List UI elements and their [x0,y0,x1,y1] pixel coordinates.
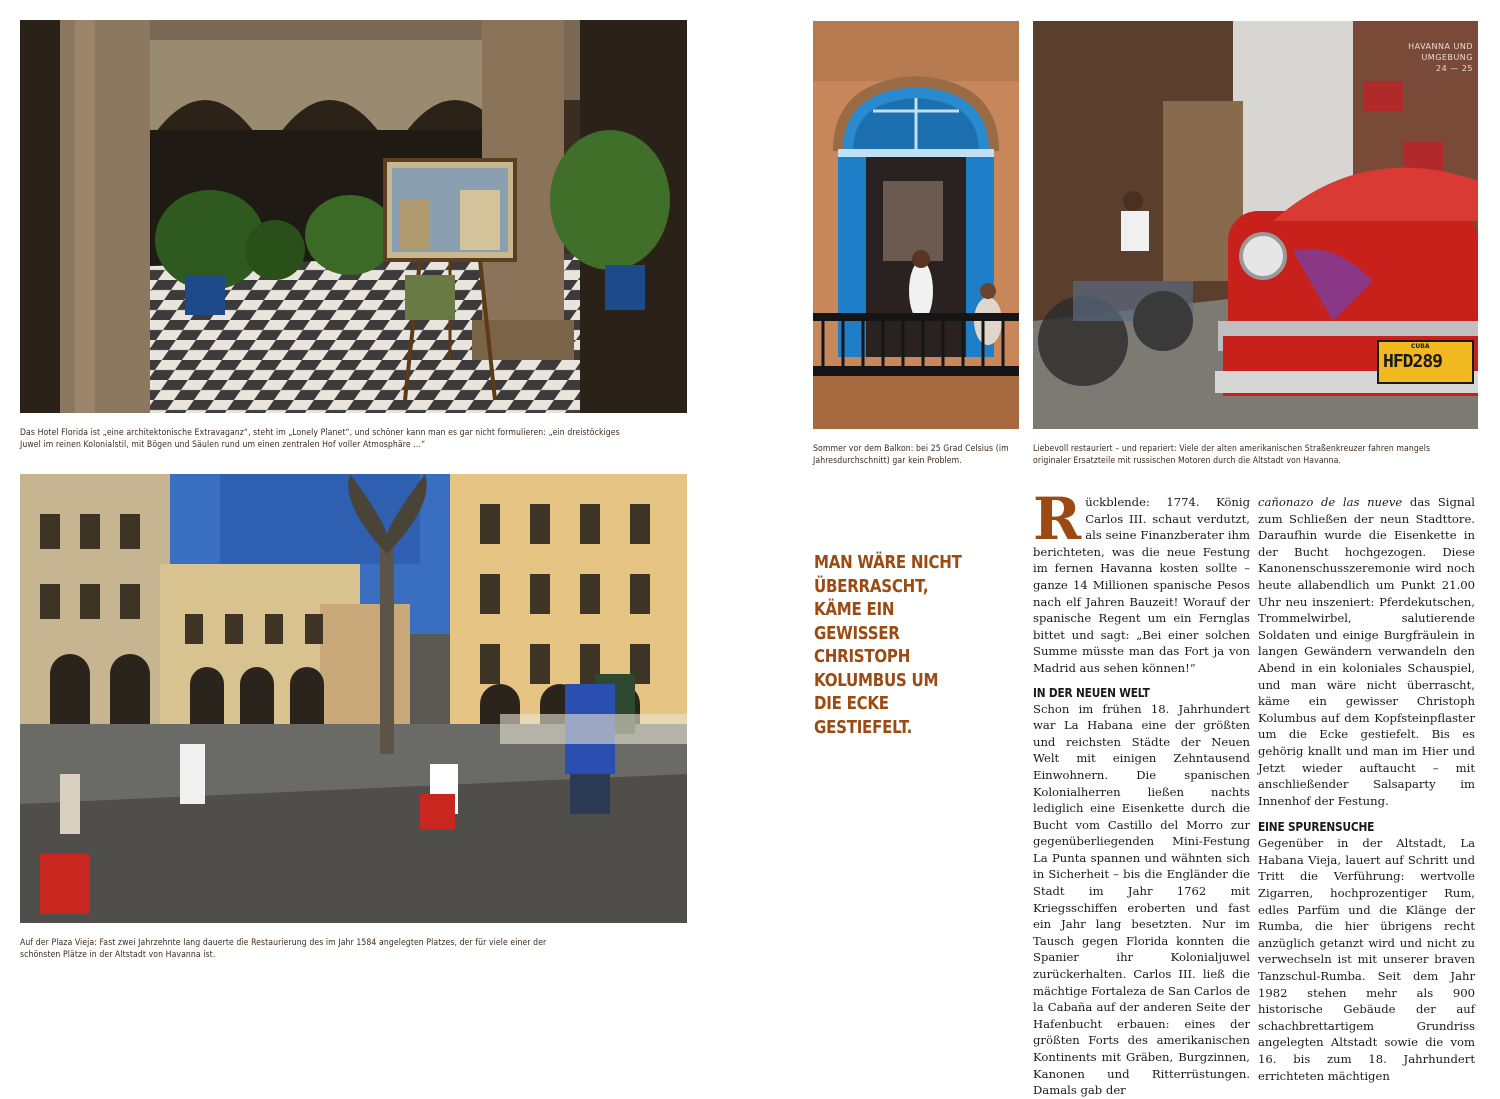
article-column-2 [1258,494,1475,1084]
paragraph-intro [1033,485,1250,677]
intro-text: ückblende: 1774. König Carlos III. schaut verdutzt, als seine Finanzberater ihm berichteten, was die neue Festung im fernen Havanna kosten sollte – ganze 14 Millionen spanische Pesos nach elf Jahren Bauzeit! Worauf der spanische Regent um ein Fernglas bittet und sagt: „Bei einer solchen Summe müsste man das Fort ja von Madrid aus sehen können!“ [1033,495,1250,675]
photo-balcony [813,21,1019,429]
page-numbers: 24 — 25 [1436,64,1473,73]
drop-cap: R [1033,485,1082,553]
continued-text: das Signal zum Schließen der neun Stadttore. Daraufhin wurde die Eisenkette in der Bucht hochgezogen. Diese Kanonenschusszeremonie wird noch heute allabendlich um Punkt 21.00 Uhr neu inszeniert: Pferdekutschen, Trommelwirbel, salutierende Soldaten und einige Burgfräulein in langen Gewändern verwandeln den Abend in ein koloniales Schauspiel, und man wäre nicht überrascht, käme ein gewisser Christoph Kolumbus auf dem Kopfsteinpflaster um die Ecke gestiefelt. Bis es gehörig knallt und man im Hier und Jetzt wieder auftaucht – mit anschließender Salsaparty im Innenhof der Festung. [1258,495,1475,808]
paragraph-neue-welt: Schon im frühen 18. Jahrhundert war La Habana eine der größten und reichsten Städte der Neuen Welt mit einigen Zehntausend Einwohnern. Die spanischen Kolonialherren ließen nachts lediglich eine Eisenkette durch die Bucht vom Castillo del Morro zur gegenüberliegenden Mini-Festung La Punta spannen und wähnten sich in Sicherheit – bis die Engländer die Stadt im Jahr 1762 mit Kriegsschiffen eroberten und fast ein Jahr lang besetzten. Nur im Tausch gegen Florida konnten die Spanier ihr Kolonialjuwel zurückerhalten. Carlos III. ließ die mächtige Fortaleza de San Carlos de la Cabaña auf der anderen Seite der Hafenbucht erbauen: eines der größten Forts des amerikanischen Kontinents mit Gräben, Burgzinnen, Kanonen und Ritterrüstungen. Damals gab der [1033,701,1250,1098]
subhead-spurensuche: EINE SPURENSUCHE [1258,820,1375,835]
plate-country: CUBA [1411,343,1430,350]
section-label-text: HAVANNA UND UMGEBUNG [1408,42,1473,62]
caption-vintage-car: Liebevoll restauriert – und repariert: Viele der alten amerikanischen Straßenkreuzer fahren mangels originaler Ersatzteile mit russischen Motoren durch die Altstadt von Havanna. [1033,444,1431,466]
subhead-neue-welt: IN DER NEUEN WELT [1033,685,1150,700]
caption-plaza-vieja: Auf der Plaza Vieja: Fast zwei Jahrzehnte lang dauerte die Restaurierung des im Jahr 1584 angelegten Platzes, der für viele einer der schönsten Plätze in der Altstadt von Havanna ist. [20,938,547,960]
caption-hotel-courtyard: Das Hotel Florida ist „eine architektonische Extravaganz“, steht im „Lonely Planet“, und schöner kann man es gar nicht formulieren: „ein dreistöckiges Juwel im reinen Kolonialstil, mit Bögen und Säulen rund um einen zentralen Hof voller Atmosphäre …“ [20,428,620,450]
section-label [1363,41,1473,74]
pull-quote: MAN WÄRE NICHT ÜBERRASCHT, KÄME EIN GEWISSER CHRISTOPH KOLUMBUS UM DIE ECKE GESTIEFELT. [814,553,962,738]
photo-vintage-car [1033,21,1478,429]
paragraph-spurensuche: Gegenüber in der Altstadt, La Habana Vieja, lauert auf Schritt und Tritt die Verführung: wertvolle Zigarren, hochprozentiger Rum, edles Parfüm und die Klänge der Rumba, die hier übrigens recht anzüglich getanzt wird und nicht zu verwechseln ist mit unserer braven Tanzschul-Rumba. Seit dem Jahr 1982 stehen mehr als 900 historische Gebäude der auf schachbrettartigem Grundriss angelegten Altstadt sowie die vom 16. bis zum 18. Jahrhundert errichteten mächtigen [1258,836,1475,1083]
emphasis-canonazo: cañonazo de las nueve [1258,495,1403,509]
paragraph-continued [1258,494,1475,809]
plate-number: HFD289 [1383,351,1443,372]
caption-balcony: Sommer vor dem Balkon: bei 25 Grad Celsius (im Jahresdurchschnitt) gar kein Problem. [813,444,1009,466]
article-column-1 [1033,485,1250,1099]
photo-plaza-vieja [20,474,687,923]
photo-hotel-courtyard [20,20,687,413]
